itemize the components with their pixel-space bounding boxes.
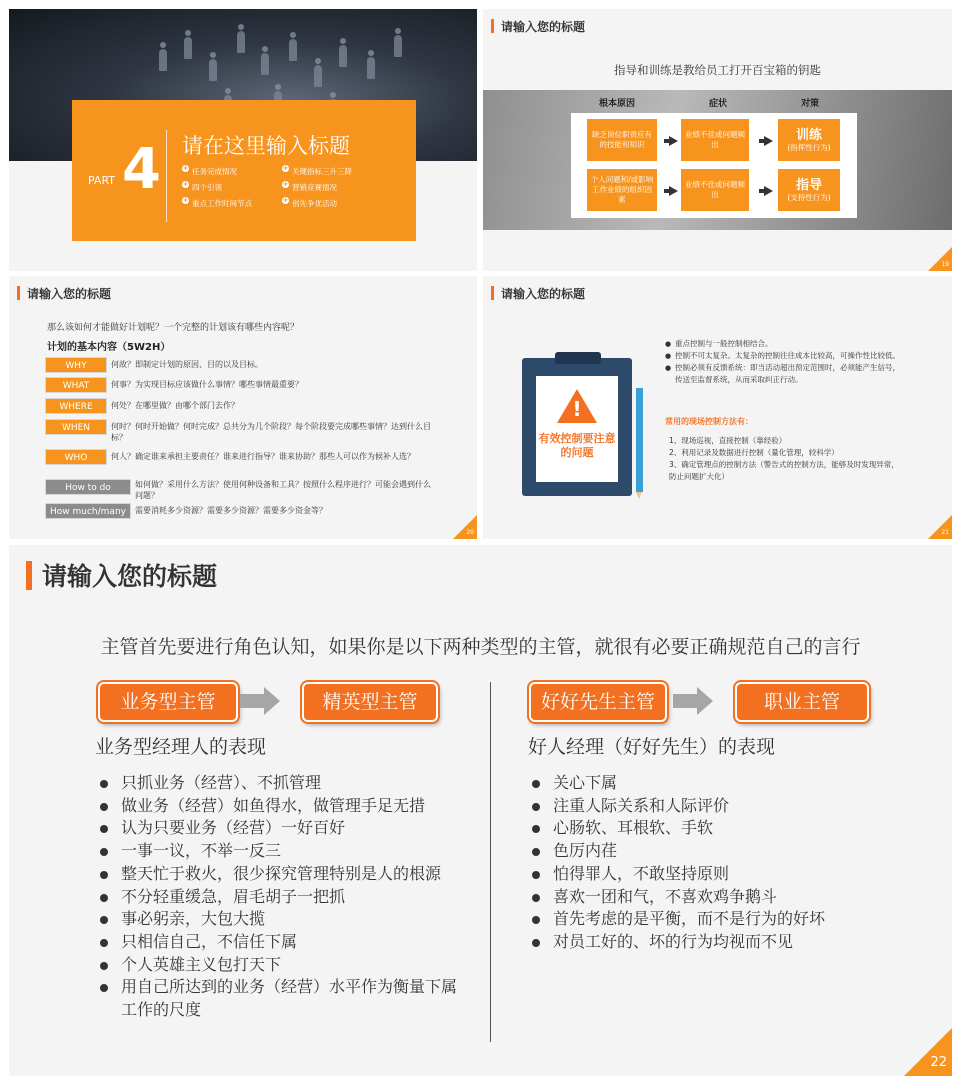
list-item: 个人英雄主义包打天下	[96, 954, 466, 977]
plan-tag: WHY	[45, 357, 107, 373]
arrow-right-icon	[764, 136, 773, 146]
plan-row	[45, 398, 421, 414]
list-item: 注重人际关系和人际评价	[528, 795, 908, 818]
slide-title: 请输入您的标题	[491, 18, 585, 35]
list-item: 对员工好的、坏的行为均视而不见	[528, 931, 908, 954]
slide-intro: 主管首先要进行角色认知，如果你是以下两种类型的主管，就很有必要正确规范自己的言行	[100, 636, 861, 658]
slide-question: 那么该如何才能做好计划呢？一个完整的计划该有哪些内容呢？	[47, 323, 300, 333]
plan-row	[45, 419, 441, 443]
methods-list	[669, 435, 899, 483]
page-number: 21	[941, 529, 949, 536]
plan-tag: WHERE	[45, 398, 107, 414]
right-subtitle: 好人经理（好好先生）的表现	[528, 736, 776, 758]
control-points	[665, 338, 905, 386]
list-item: 喜欢一团和气，不喜欢鸡争鹅斗	[528, 886, 908, 909]
orange-title-panel	[72, 100, 416, 241]
remedy-note: (指挥性行为)	[787, 142, 831, 152]
col-header-symptom: 症状	[709, 99, 728, 109]
part-label: PART	[88, 174, 116, 187]
arrow-right-icon	[264, 687, 280, 715]
left-list	[96, 772, 466, 1022]
list-item: 事必躬亲，大包大揽	[96, 908, 466, 931]
right-list	[528, 772, 908, 954]
cover-bullet: + 四个引领	[182, 182, 282, 193]
symptom-box: 业绩不佳或问题频出	[681, 119, 749, 161]
remedy-note: (支持性行为)	[787, 192, 831, 202]
cover-bullet: + 创先争优活动	[282, 198, 402, 209]
list-item: 认为只要业务（经营）一好百好	[96, 817, 466, 840]
col-header-cause: 根本原因	[599, 99, 636, 109]
slide-title: 请输入您的标题	[26, 557, 217, 593]
control-point: ● 重点控制与一般控制相结合。	[665, 338, 905, 350]
list-item: 整天忙于救火，很少探究管理特别是人的根源	[96, 863, 466, 886]
plan-desc: 何人？确定谁来承担主要责任？谁来进行指导？谁来协助？那些人可以作为候补人选？	[111, 452, 415, 461]
slide-22[interactable]	[9, 545, 952, 1076]
plan-heading: 计划的基本内容（5W2H）	[47, 342, 171, 353]
cover-title: 请在这里输入标题	[182, 134, 350, 158]
cause-box: 个人问题和/或影响工作业绩的组织因素	[587, 169, 657, 211]
arrow-right-icon	[697, 687, 713, 715]
clipboard-clip	[555, 352, 601, 364]
plan-desc: 何时？何时开始做？何时完成？总共分为几个阶段？每个阶段要完成哪些事情？达到什么目标？	[111, 422, 431, 442]
plan-desc: 何处？在哪里做？由哪个部门去作？	[111, 401, 239, 410]
page-number: 22	[930, 1055, 947, 1070]
slide-19[interactable]	[483, 9, 952, 271]
list-item: 做业务（经营）如鱼得水，做管理手足无措	[96, 795, 466, 818]
plan-row	[45, 357, 421, 373]
business-manager-box: 业务型主管	[98, 682, 238, 722]
remedy-title: 指导	[795, 177, 822, 193]
list-item: 用自己所达到的业务（经营）水平作为衡量下属工作的尺度	[96, 976, 466, 1021]
plan-desc: 如何做？采用什么方法？使用何种设备和工具？按照什么程序进行？可能会遇到什么问题？	[135, 480, 431, 500]
cover-bullet: + 重点工作时间节点	[182, 198, 282, 209]
remedy-title: 训练	[795, 127, 822, 143]
page-number: 19	[941, 261, 949, 268]
list-item: 关心下属	[528, 772, 908, 795]
slide-title: 请输入您的标题	[491, 285, 585, 302]
remedy-box-training	[778, 119, 840, 161]
slide-subtitle: 指导和训练是教给员工打开百宝箱的钥匙	[614, 63, 821, 77]
column-divider	[490, 682, 491, 1042]
pencil-icon	[636, 388, 643, 492]
slide-part4-cover[interactable]	[9, 9, 477, 271]
clipboard-paper: ! 有效控制要注意的问题	[536, 376, 618, 482]
left-subtitle: 业务型经理人的表现	[95, 736, 267, 758]
method-item: 1、现场巡视，直接控制（靠经验）	[669, 436, 787, 445]
remedy-box-coaching	[778, 169, 840, 211]
col-header-remedy: 对策	[801, 99, 820, 109]
page-number: 20	[466, 529, 474, 536]
slide-20[interactable]	[9, 276, 477, 539]
elite-manager-box: 精英型主管	[302, 682, 438, 722]
paper-text: 有效控制要注意的问题	[538, 432, 616, 459]
control-point: ● 控制不可太复杂。太复杂的控制往往成本比较高，可操作性比较低。	[665, 350, 905, 362]
slide-title: 请输入您的标题	[17, 285, 111, 302]
professional-manager-box: 职业主管	[735, 682, 869, 722]
part-number: 4	[122, 137, 161, 202]
plan-tag: WHO	[45, 449, 107, 465]
plan-desc: 何故？即制定计划的原因、目的以及目标。	[111, 360, 263, 369]
plan-desc: 何事？为实现目标应该做什么事情？哪些事情最重要？	[111, 380, 303, 389]
list-item: 色厉内荏	[528, 840, 908, 863]
arrow-right-icon	[669, 186, 678, 196]
plan-tag: How to do	[45, 479, 131, 495]
cause-box: 缺乏岗位职责应有的技能和知识	[587, 119, 657, 161]
plan-tag: WHEN	[45, 419, 107, 435]
control-point: ● 控制必须有反馈系统：即当活动超出预定范围时，必须能产生信号，传送至监督系统，从而采取纠正行动。	[665, 362, 905, 386]
plan-row	[45, 449, 451, 465]
list-item: 只抓业务（经营）、不抓管理	[96, 772, 466, 795]
list-item: 只相信自己，不信任下属	[96, 931, 466, 954]
nice-guy-manager-box: 好好先生主管	[529, 682, 667, 722]
cover-bullet: + 关键指标三升三降	[282, 166, 402, 177]
methods-heading: 常用的现场控制方法有：	[665, 417, 753, 426]
symptom-box: 业绩不佳或问题频出	[681, 169, 749, 211]
plan-row	[45, 479, 435, 501]
arrow-right-icon	[669, 136, 678, 146]
cover-bullet: + 营销竞赛情况	[282, 182, 402, 193]
list-item: 一事一议，不举一反三	[96, 840, 466, 863]
cover-bullet: + 任务完成情况	[182, 166, 282, 177]
list-item: 不分轻重缓急，眉毛胡子一把抓	[96, 886, 466, 909]
list-item: 首先考虑的是平衡，而不是行为的好坏	[528, 908, 908, 931]
list-item: 怕得罪人，不敢坚持原则	[528, 863, 908, 886]
cover-bullets	[182, 166, 402, 209]
slide-21[interactable]	[483, 276, 952, 539]
arrow-right-icon	[764, 186, 773, 196]
list-item: 心肠软、耳根软、手软	[528, 817, 908, 840]
plan-tag: WHAT	[45, 377, 107, 393]
plan-row	[45, 503, 435, 519]
plan-tag: How much/many	[45, 503, 131, 519]
plan-row	[45, 377, 421, 393]
method-item: 2、利用记录及数据进行控制（量化管理，较科学）	[669, 448, 839, 457]
plan-desc: 需要消耗多少资源？需要多少资源？需要多少资金等？	[135, 506, 327, 515]
method-item: 3、确定管理点的控制方法（警告式的控制方法，能够及时发现异常，防止问题扩大化）	[669, 460, 899, 481]
panel-divider	[166, 130, 167, 222]
